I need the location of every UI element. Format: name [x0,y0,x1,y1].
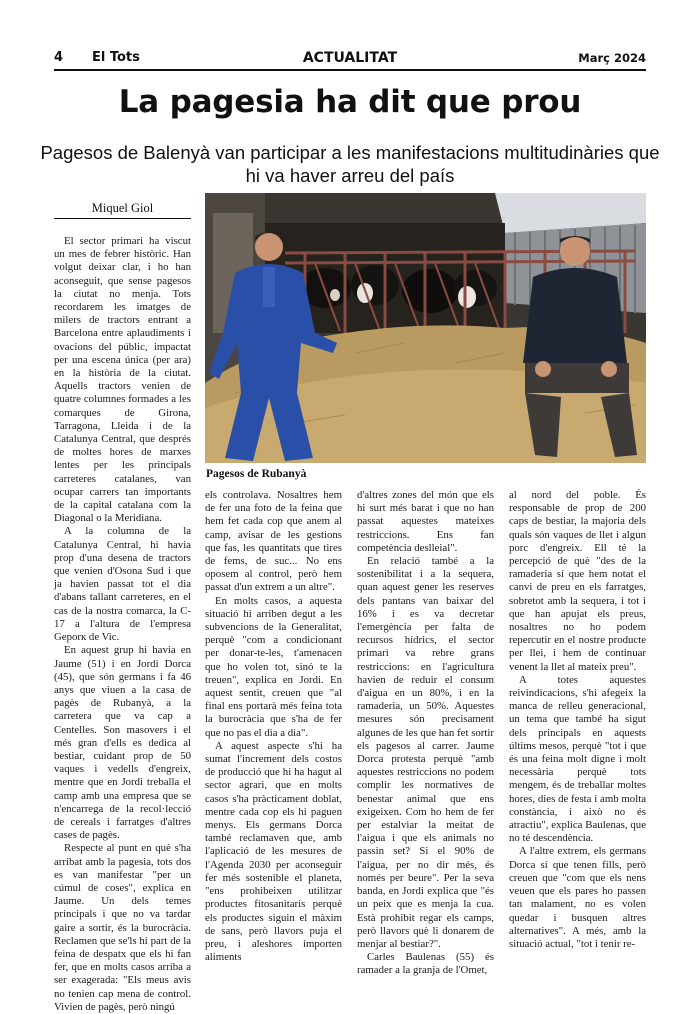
paragraph: els controlava. Nosaltres hem de fer una foto de la feina que hem fet cada cop que anem al camp, avisar de les gestions que fas, les quantitats que tires de fems, de suc... No ens oposem al control, però hem passat d'un extrem a un altre". [205,489,342,594]
paragraph: A la columna de la Catalunya Central, hi havia prop d'una desena de tractors que venien d'Osona Sud i que ja havien passat tot el dia d'abans tallant carreteres, en el cas de la nostra comarca, la C-17 a l'altura de l'empresa Geporк de Vic. [54,525,191,644]
paragraph: A l'altre extrem, els germans Dorca sí que tenen fills, però creuen que "com que els nens veuen que els pares ho passen tan malament, no es volen quedar i busquen altres alternatives". A més, amb la situació actual, "tot i tenir re- [509,845,646,950]
paragraph: A aquest aspecte s'hi ha sumat l'increment dels costos de producció que hi ha hagut al sector agrari, que en molts casos s'ha pràcticament doblat, mentre cada cop els hi paguen menys. Els germans Dorca també reclamaven que, amb l'aplicació de les mesures de l'Agenda 2030 per aconseguir fer més sostenible el planeta, "ens prohibeixen utilitzar productes fitosanitaris perquè els productes siguin el màxim de sans, però llavors puja el preu, i aleshores importen aliments [205,739,342,964]
paragraph: El sector primari ha viscut un mes de febrer històric. Han volgut deixar clar, i ho han aconseguit, que sense pagesos la ciutat no menja. Tots recordarem les imatges de milers de tractors entrant a Barcelona entre aplaudiments i ovacions del públic, impactat per una escena única (per ara) en la història de la ciutat. Aquells tractors venien de quatre columnes formades a les comarques de Girona, Tarragona, Lleida i de la Catalunya Central, que després de moltes hores de marxes lentes per les principals carreteres catalanes, van ocupar carrers tan importants de la capital catalana com la Diagonal o la Meridiana. [54,235,191,525]
farmers-photo-illustration [205,193,646,463]
article-column-3 [357,489,494,978]
page-number: 4 [54,50,64,65]
article-column-4 [509,489,646,951]
section-title: ACTUALITAT [302,50,398,66]
paragraph: d'altres zones del món que els hi surt més barat i que no han passat aquestes mateixes restriccions. Ens fan competència deslleial". [357,489,494,554]
article-column-1 [54,235,191,1014]
paragraph: En aquest grup hi havia en Jaume (51) i en Jordi Dorca (45), que són germans i fa 46 anys que viuen a la casa de pagès de Rubanyà, a la carretera que va cap a Centelles. Son masovers i el més gran d'ells es dedica al bestiar, cuidant prop de 50 vaques i vedells d'engreix, mentre que en Jordi treballa el camp amb una empresa que se n'encarrega de la recol·lecció de cereals i farratges d'altres cases de pagès. [54,644,191,842]
article-byline: Miquel Giol [54,201,191,219]
magazine-name: El Tots [92,50,140,65]
paragraph: Respecte al punt en què s'ha arribat amb la pagesia, tots dos es van manifestar "per un cúmul de coses", explica en Jaume. Un dels temes principals i que no va tardar gaire a sortir, és la burocràcia. Reclamen que se'ls hi part de la feina de despatx que els hi fan fer, que en molts casos arriba a ser exagerada: "Els meus avis no tenien cap mena de control. Vivien de pagès, però ningú [54,842,191,1013]
article-column-2 [205,489,342,964]
header-rule [54,69,646,71]
page-header [54,50,646,68]
paragraph: A totes aquestes reivindicacions, s'hi afegeix la manca de relleu generacional, un tema que també ha sigut dels principals en aquests últims mesos, perquè "tot i que és una feina molt digne i molt necessària perquè tots mengem, és de treballar moltes hores, dies de festa i amb molta constància, i això no és atractiu", explica Baulenas, que no té descendència. [509,673,646,845]
issue-date: Març 2024 [578,51,646,65]
paragraph: En molts casos, a aquesta situació hi arriben degut a les subvencions de la Generalitat, perquè "com a condicionant per donar-te-les, t'amenacen que ho volen tot, sinó te la treuen", explica en Jordi. En aquest sentit, creuen que "al final ens portarà més feina tota la burocràcia que s'ha de fer que no pas el dia a dia". [205,594,342,739]
photo-caption: Pagesos de Rubanyà [206,468,307,480]
article-subhead: Pagesos de Balenyà van participar a les manifestacions multitudinàries que hi va haver arreu del país [40,142,660,186]
paragraph: Carles Baulenas (55) és ramader a la granja de l'Omet, [357,951,494,977]
paragraph: al nord del poble. És responsable de prop de 200 caps de bestiar, la majoria dels quals són vaques de llet i algun porc d'engreix. Ell té la percepció de què "des de la ramaderia sí que hem notat el canvi de preu en els farratges, sobretot amb la sequera, i tot i que han apujat els preus, nosaltres no ho podem repercutir en el nostre producte per llei, i hem de continuar venent la llet al mateix preu". [509,489,646,673]
article-headline: La pagesia ha dit que prou [118,84,582,120]
article-photo [205,193,646,463]
paragraph: En relació també a la sostenibilitat i a la sequera, quan aquest gener les reserves dels pantans van baixar del 16% i es va decretar l'emergència per falta de recursos hídrics, el sector primari va rebre grans restriccions: en l'agricultura havien de reduir el consum d'aigua en un 80%, i en la ramaderia, un 50%. Aquestes mesures són precisament algunes de les que han fet sortir els pagesos al carrer. Jaume Dorca protesta perquè "amb aquestes restriccions no podem complir les normatives de benestar animal que ens exigeixen. Com ho hem de fer per estalviar la meitat de l'aigua i que els animals no passin set? Si el 90% de l'aigua, per no dir més, és només per beure". Per la seva banda, en Jordi explica que "és un peix que es menja la cua. Està prohibit regar els camps, però llavors què li donarem de menjar al bestiar?". [357,555,494,950]
